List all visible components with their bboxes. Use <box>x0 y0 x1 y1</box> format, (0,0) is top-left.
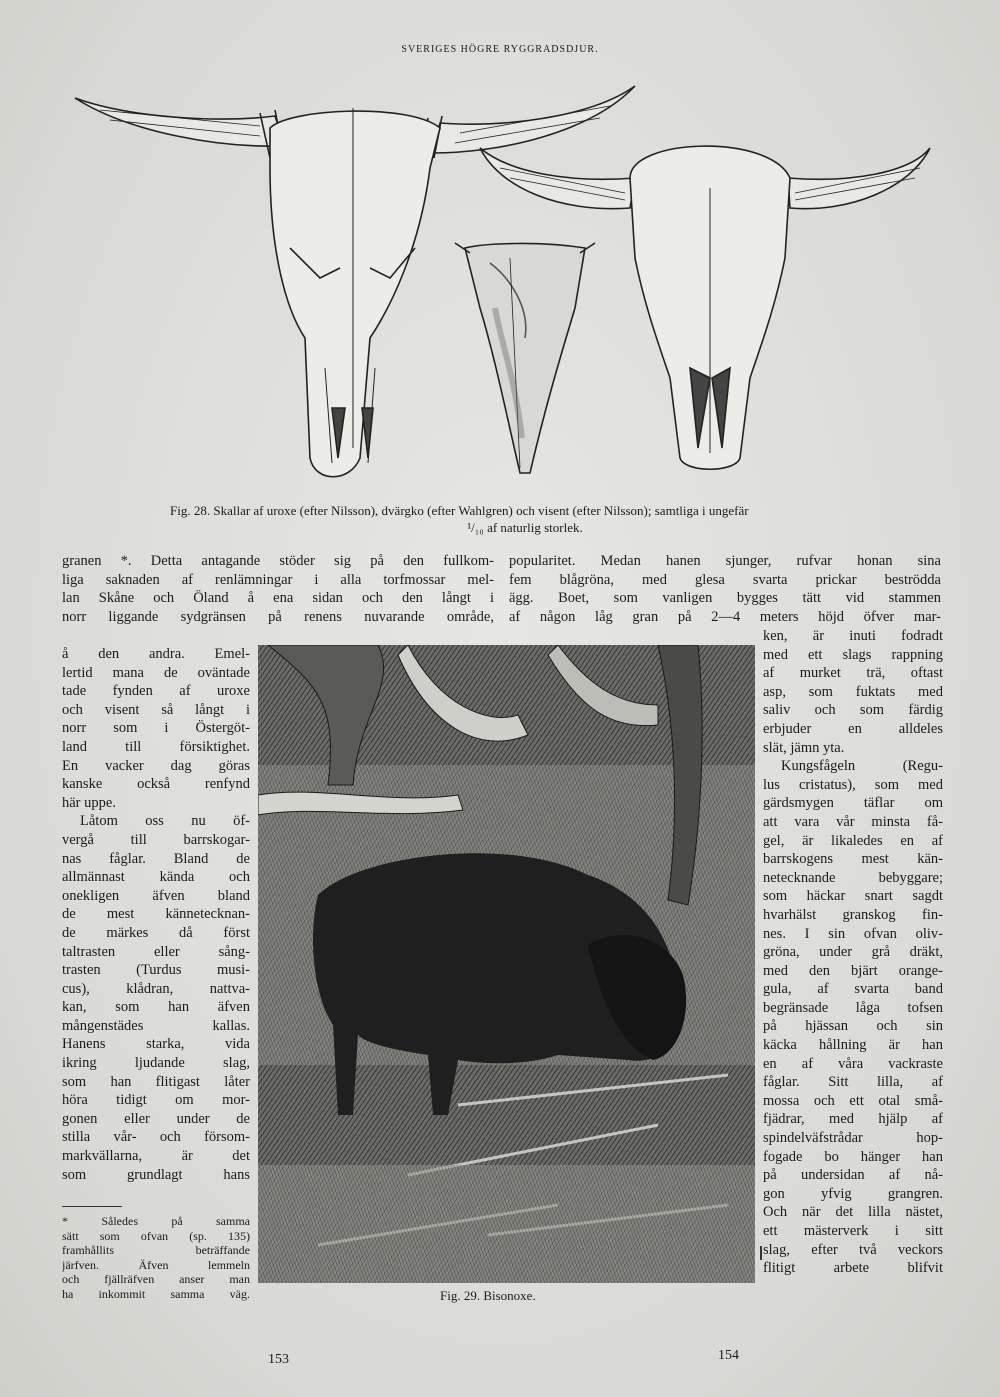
text-line: gon yfvig grangren. <box>763 1185 943 1202</box>
text-line: norr liggande sydgränsen på renens nuvarande område, <box>62 608 494 625</box>
footnote <box>62 1214 250 1301</box>
figure-28-caption <box>170 502 960 536</box>
dwarf-cow-skull <box>455 243 595 473</box>
caption-line: ¹/₁₀ af naturlig storlek. <box>467 520 583 535</box>
text-line: Hanens starka, vida <box>62 1036 250 1053</box>
text-line: cus), klådran, nattva- <box>62 980 250 997</box>
text-line: kanske också renfynd <box>62 776 250 793</box>
text-line: en af våra vackraste <box>763 1055 943 1072</box>
text-line: netecknande bebyggare; <box>763 869 943 886</box>
text-line: gula, af svarta band <box>763 981 943 998</box>
text-line: fem blågröna, med glesa svarta prickar beströdda <box>509 571 941 588</box>
text-line: gärdsmygen täflar om <box>763 795 943 812</box>
text-line: gel, är likaledes en af <box>763 832 943 849</box>
text-line: spindelväfstrådar hop- <box>763 1130 943 1147</box>
text-line: gröna, under grå dräkt, <box>763 944 943 961</box>
text-line: markvällarna, är det <box>62 1148 250 1165</box>
text-line: fogade bo hänger han <box>763 1148 943 1165</box>
text-line: mossa och ett otal små- <box>763 1092 943 1109</box>
bison-engraving <box>258 645 755 1283</box>
text-line: ägg. Boet, som vanligen bygges tätt vid stammen <box>509 590 941 607</box>
text-line: fjädrar, med hjälp af <box>763 1111 943 1128</box>
text-line: på undersidan af nå- <box>763 1167 943 1184</box>
text-line: ett mästerverk i sitt <box>763 1223 943 1239</box>
left-column-narrow <box>62 645 250 1184</box>
text-line: barrskogens mest kän- <box>763 851 943 868</box>
text-line: höra tidigt om mor- <box>62 1092 250 1109</box>
text-line: ken, är inuti fodradt <box>763 628 943 644</box>
page-number-right: 154 <box>718 1348 739 1363</box>
skull-illustration <box>70 78 940 488</box>
text-line: Och när det lilla nästet, <box>763 1204 943 1221</box>
text-line: af murket trä, oftast <box>763 665 943 682</box>
text-line: granen *. Detta antagande stöder sig på den fullkom- <box>62 553 494 569</box>
text-line: lan Skåne och Öland å ena sidan och den långt i <box>62 590 494 607</box>
text-line: lertid mana de oväntade <box>62 664 250 681</box>
text-line: slag, efter två veckors <box>763 1241 943 1258</box>
footnote-line: järfven. Äfven lemmeln <box>62 1257 250 1272</box>
footnote-line: sätt som ofvan (sp. 135) <box>62 1228 250 1243</box>
text-line: som han flitigast låter <box>62 1073 250 1090</box>
text-line: begränsade låga tofsen <box>763 999 943 1016</box>
text-line: En vacker dag göras <box>62 757 250 774</box>
text-line: kan, som han äfven <box>62 999 250 1016</box>
left-column-top <box>62 552 494 626</box>
text-line: vergå till barrskogar- <box>62 831 250 848</box>
text-line: hvarhälst granskog fin- <box>763 906 943 923</box>
text-line: liga saknaden af renlämningar i alla torfmossar mel- <box>62 571 494 588</box>
text-line: Kungsfågeln (Regu- <box>781 758 943 775</box>
text-line: asp, som fuktats med <box>763 683 943 700</box>
footnote-line: * Således på samma <box>62 1214 250 1228</box>
text-line: onekligen äfven bland <box>62 887 250 904</box>
text-line: norr som i Östergöt- <box>62 720 250 737</box>
text-line: saliv och som färdig <box>763 702 943 719</box>
text-line: med den bjärt orange- <box>763 962 943 979</box>
text-line: och visent så långt i <box>62 701 250 718</box>
text-line: erbjuder en alldeles <box>763 720 943 737</box>
text-line: taltrasten eller sång- <box>62 943 250 960</box>
text-line: nes. I sin ofvan oliv- <box>763 925 943 942</box>
right-column-top <box>509 552 941 626</box>
text-line: här uppe. <box>62 794 116 811</box>
text-line: ikring ljudande slag, <box>62 1055 250 1072</box>
text-line: popularitet. Medan hanen sjunger, rufvar honan sina <box>509 553 941 569</box>
text-line: fåglar. Sitt lilla, af <box>763 1074 943 1091</box>
footnote-line: framhållits beträffande <box>62 1243 250 1257</box>
text-line: flitigt arbete blifvit <box>763 1260 943 1277</box>
footnote-rule <box>62 1206 122 1207</box>
text-line: af någon låg gran på 2—4 meters höjd öfver mar- <box>509 608 941 625</box>
text-line: de märkes då först <box>62 924 250 941</box>
text-line: nas fåglar. Bland de <box>62 850 250 867</box>
figure-29-caption: Fig. 29. Bisonoxe. <box>440 1288 536 1303</box>
text-line: som häckar snart sagdt <box>763 888 943 905</box>
text-line: de mest kännetecknan- <box>62 906 250 923</box>
text-line: gonen eller under de <box>62 1110 250 1127</box>
text-line: som grundlagt hans <box>62 1166 250 1183</box>
text-line: att vara vår minsta få- <box>763 813 943 830</box>
text-line: käcka hållning är han <box>763 1037 943 1054</box>
text-line: trasten (Turdus musi- <box>62 962 250 979</box>
text-line: tade fynden af uroxe <box>62 683 250 700</box>
page-number-left: 153 <box>268 1352 289 1367</box>
text-line: slät, jämn yta. <box>763 739 845 756</box>
caption-line: Fig. 28. Skallar af uroxe (efter Nilsson), dvärgko (efter Wahlgren) och visent (efter Nilsson); samtliga i ungefär <box>170 503 749 518</box>
text-line: å den andra. Emel- <box>62 646 250 662</box>
text-line: allmännast kända och <box>62 869 250 886</box>
text-line: land till försiktighet. <box>62 738 250 755</box>
text-line: lus cristatus), som med <box>763 776 943 793</box>
text-line: på hjässan och sin <box>763 1018 943 1035</box>
text-line: mångenstädes kallas. <box>62 1017 250 1034</box>
margin-mark <box>760 1246 762 1260</box>
running-header: SVERIGES HÖGRE RYGGRADSDJUR. <box>401 44 599 55</box>
footnote-line: ha inkommit samma väg. <box>62 1286 250 1301</box>
text-line: stilla vår- och försom- <box>62 1129 250 1146</box>
text-line: Låtom oss nu öf- <box>80 813 250 830</box>
right-column-narrow <box>763 627 943 1278</box>
text-line: med ett slags rappning <box>763 646 943 663</box>
footnote-line: och fjällräfven anser man <box>62 1272 250 1286</box>
